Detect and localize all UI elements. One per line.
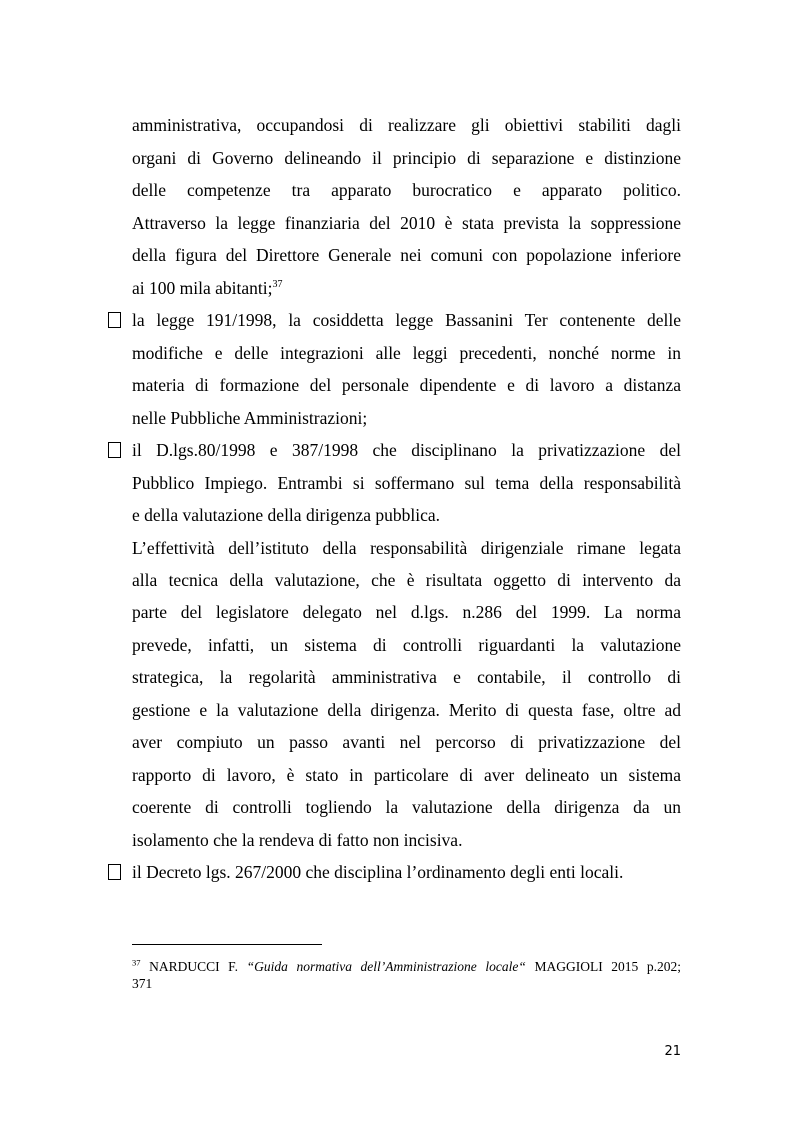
footnote-separator (132, 944, 322, 945)
body-line: alla tecnica della valutazione, che è risultata oggetto di intervento da (132, 570, 681, 590)
body-line: nelle Pubbliche Amministrazioni; (132, 408, 368, 428)
body-line: prevede, infatti, un sistema di controlli riguardanti la valutazione (132, 635, 681, 655)
body-line: e della valutazione della dirigenza pubblica. (132, 505, 441, 525)
body-line: amministrativa, occupandosi di realizzare gli obiettivi stabiliti dagli (132, 115, 681, 135)
bullet-box-icon (108, 864, 121, 880)
bullet-item-line: la legge 191/1998, la cosiddetta legge Bassanini Ter contenente delle (132, 310, 681, 330)
footnote-37-continuation: 371 (132, 976, 153, 991)
body-line: aver compiuto un passo avanti nel percorso di privatizzazione del (132, 732, 681, 752)
bullet-item-line: il D.lgs.80/1998 e 387/1998 che disciplinano la privatizzazione del (132, 440, 681, 460)
body-line: delle competenze tra apparato burocratico e apparato politico. (132, 180, 681, 200)
body-line: organi di Governo delineando il principio di separazione e distinzione (132, 148, 681, 168)
bullet-item-line: il Decreto lgs. 267/2000 che disciplina l’ordinamento degli enti locali. (132, 862, 624, 882)
body-line-with-footnote-ref (132, 277, 681, 299)
body-line: rapporto di lavoro, è stato in particolare di aver delineato un sistema (132, 765, 681, 785)
body-line: Pubblico Impiego. Entrambi si soffermano sul tema della responsabilità (132, 473, 681, 493)
bullet-box-icon (108, 312, 121, 328)
body-line: modifiche e delle integrazioni alle leggi precedenti, nonché norme in (132, 343, 681, 363)
footnote-author: NARDUCCI F. (140, 959, 247, 974)
body-line: isolamento che la rendeva di fatto non incisiva. (132, 830, 463, 850)
body-line: coerente di controlli togliendo la valutazione della dirigenza da un (132, 797, 681, 817)
body-line: della figura del Direttore Generale nei comuni con popolazione inferiore (132, 245, 681, 265)
page-number: 21 (664, 1044, 681, 1059)
body-line: parte del legislatore delegato nel d.lgs. n.286 del 1999. La norma (132, 602, 681, 622)
footnote-publisher: MAGGIOLI 2015 p.202; (525, 959, 681, 974)
footnote-reference: 37 (272, 279, 283, 291)
body-line: L’effettività dell’istituto della responsabilità dirigenziale rimane legata (132, 538, 681, 558)
body-line-text: ai 100 mila abitanti; (132, 278, 273, 298)
footnote-37 (132, 958, 681, 976)
bullet-box-icon (108, 442, 121, 458)
footnote-number: 37 (132, 957, 141, 968)
body-line: Attraverso la legge finanziaria del 2010 è stata prevista la soppressione (132, 213, 681, 233)
body-line: gestione e la valutazione della dirigenza. Merito di questa fase, oltre ad (132, 700, 681, 720)
body-line: materia di formazione del personale dipendente e di lavoro a distanza (132, 375, 681, 395)
body-line: strategica, la regolarità amministrativa e contabile, il controllo di (132, 667, 681, 687)
footnote-title: “Guida normativa dell’Amministrazione locale“ (246, 959, 526, 974)
